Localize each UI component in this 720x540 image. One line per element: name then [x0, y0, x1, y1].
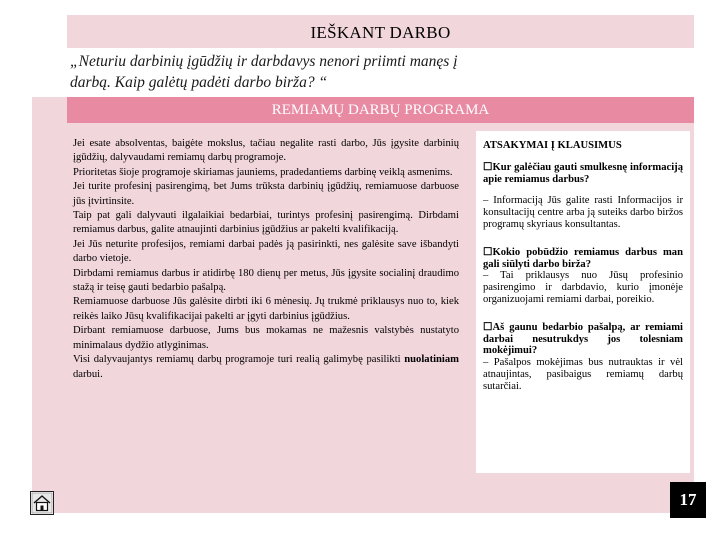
checkbox-bullet-icon: ☐	[483, 246, 493, 258]
question-text: Aš gaunu bedarbio pašalpą, ar remiami darbai nesutrukdys jos tolesniam mokėjimui?	[483, 321, 683, 357]
section-title: REMIAMŲ DARBŲ PROGRAMA	[67, 97, 694, 123]
faq-answer: – Pašalpos mokėjimas bus nutrauktas ir vėl atnaujintas, pasibaigus remiamų darbų sutarčiai.	[483, 357, 683, 392]
subtitle-quote: „Neturiu darbinių įgūdžių ir darbdavys nenori priimti manęs į darbą. Kaip galėtų padėti darbo birža? “	[70, 53, 458, 91]
faq-answer: – Informaciją Jūs galite rasti Informacijos ir konsultacijų centre arba ją suteiks darbo biržos programų skyriaus konsultantas.	[483, 195, 683, 230]
paragraph-last	[73, 353, 459, 382]
paragraph: Dirbant remiamuose darbuose, Jums bus mokamas ne mažesnis valstybės nustatyto minimalaus dydžio atlyginimas.	[73, 325, 459, 351]
paragraph: Dirbdami remiamus darbus ir atidirbę 180 dienų per metus, Jūs įgysite socialinį draudimo stažą ir teisę gauti bedarbio pašalpą.	[73, 267, 459, 294]
paragraph: Jei turite profesinį pasirengimą, bet Jums trūksta darbinių įgūdžių, remiamuose darbuose jūs įtvirtinsite.	[73, 181, 459, 207]
home-icon[interactable]	[30, 491, 54, 515]
paragraph: Remiamuose darbuose Jūs galėsite dirbti iki 6 mėnesių. Jų trukmė priklausys nuo to, kiek reikės laiko Jūsų kvalifikacijai pakelti ar įgyti darbinius įgūdžius.	[73, 296, 459, 322]
body-text	[73, 137, 459, 382]
bold-word: nuolatiniam	[404, 354, 459, 366]
left-decorative-bar	[32, 97, 67, 513]
text-span: Visi dalyvaujantys remiamų darbų programoje turi realią galimybę pasilikti	[73, 354, 405, 366]
page-number: 17	[670, 482, 706, 518]
faq-title: ATSAKYMAI Į KLAUSIMUS	[483, 140, 622, 151]
faq-question	[483, 162, 683, 186]
question-text: Kur galėčiau gauti smulkesnę informaciją apie remiamus darbus?	[483, 161, 683, 185]
checkbox-bullet-icon: ☐	[483, 321, 493, 333]
checkbox-bullet-icon: ☐	[483, 161, 493, 173]
faq-question	[483, 322, 683, 357]
page-title: IEŠKANT DARBO	[67, 15, 694, 48]
paragraph: Taip pat gali dalyvauti ilgalaikiai bedarbiai, turintys profesinį pasirengimą. Dirbdami remiamus darbus, galite atnaujinti darbinius įgūdžius ar pakelti kvalifikaciją.	[73, 210, 459, 236]
paragraph: Prioritetas šioje programoje skiriamas jauniems, pradedantiems darbinę veiklą asmenims.	[73, 166, 453, 178]
paragraph: Jei esate absolventas, baigėte mokslus, tačiau negalite rasti darbo, Jūs įgysite darbinių įgūdžių, dalyvaudami remiamų darbų programoje.	[73, 138, 459, 164]
paragraph: Jei Jūs neturite profesijos, remiami darbai padės ją pasirinkti, nes galėsite save išbandyti darbo vietoje.	[73, 238, 459, 265]
content-panel	[67, 123, 694, 513]
question-text: Kokio pobūdžio remiamus darbus man gali siūlyti darbo birža?	[483, 246, 683, 270]
text-span: darbui.	[73, 368, 103, 380]
faq-box	[476, 131, 690, 473]
faq-question	[483, 247, 683, 271]
faq-answer: – Tai priklausys nuo Jūsų profesinio pasirengimo ir darbdavio, kurio įmonėje organizuojami remiami darbai, poreikio.	[483, 270, 683, 305]
